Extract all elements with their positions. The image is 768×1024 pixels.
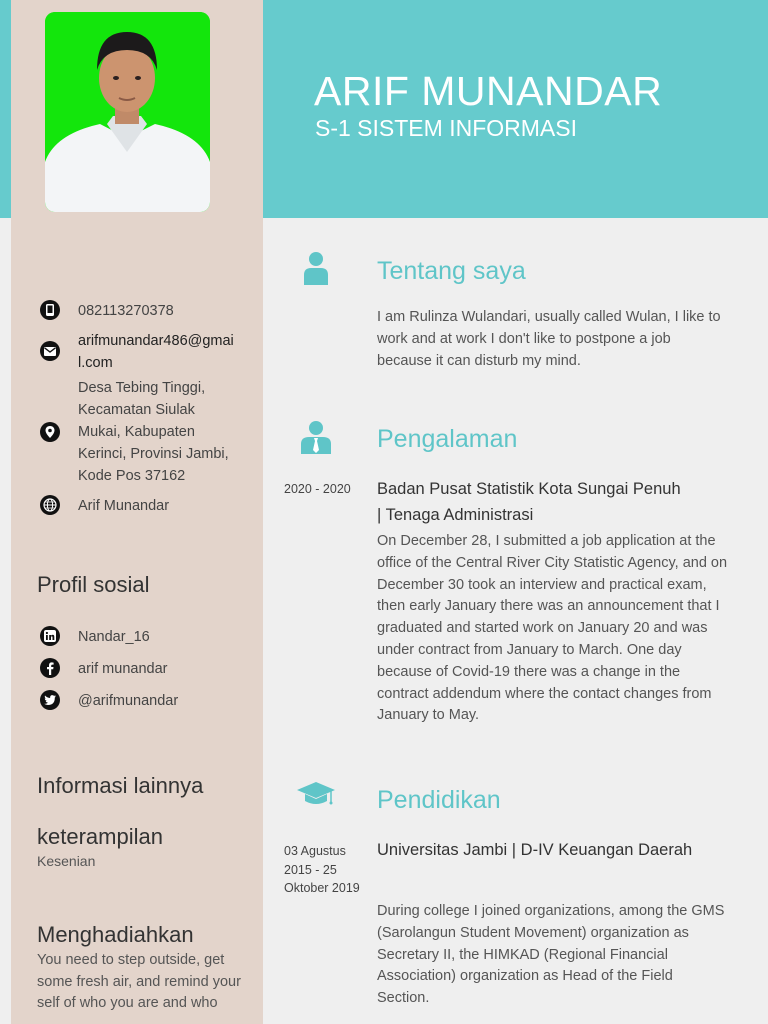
mail-icon [40, 341, 60, 361]
contact-website[interactable] [40, 495, 169, 517]
candidate-name: ARIF MUNANDAR [314, 68, 663, 114]
skills-heading: keterampilan [37, 824, 163, 849]
education-title: Pendidikan [377, 786, 501, 814]
email-line-1: arifmunandar486@gmai [78, 333, 234, 349]
social-facebook[interactable] [40, 658, 167, 680]
social-twitter[interactable] [40, 690, 178, 712]
education-description: During college I joined organizations, among the GMS (Sarolangun Student Movement) organization as Secretary II, the HIMKAD (Regional Financial Association) organization as Head of the Field Section. [377, 903, 725, 1007]
linkedin-icon [40, 626, 60, 646]
about-text: I am Rulinza Wulandari, usually called Wulan, I like to work and at work I don't like to postpone a job because it can disturb my mind. [377, 309, 721, 369]
candidate-degree: S-1 SISTEM INFORMASI [315, 115, 577, 141]
email-line-2: l.com [78, 355, 113, 371]
hobby-heading: Menghadiahkan [37, 922, 194, 947]
address-line: Kecamatan Siulak [78, 402, 195, 418]
experience-description: On December 28, I submitted a job application at the office of the Central River City Statistic Agency, and on December 30 took an interview and practical exam, then early January there was an announcement that I graduated and started work on January 20 and was under contract from January to March. One day because of Covid-19 there was a change in the contract addendum where the contact changes from January to May. [377, 533, 728, 724]
graduation-cap-icon [297, 782, 335, 811]
experience-date: 2020 - 2020 [284, 482, 351, 496]
hobby-text: You need to step outside, get some fresh air, and remind your self of who you are and who [37, 952, 241, 1011]
phone-text: 082113270378 [78, 303, 174, 319]
social-linkedin[interactable] [40, 626, 150, 648]
businessman-icon [301, 420, 331, 459]
website-text: Arif Munandar [78, 498, 170, 514]
skills-value: Kesenian [37, 853, 96, 869]
about-title: Tentang saya [377, 257, 526, 285]
facebook-text: arif munandar [78, 661, 168, 677]
twitter-icon [40, 690, 60, 710]
contact-phone [40, 300, 174, 322]
location-pin-icon [40, 422, 60, 442]
globe-icon [40, 495, 60, 515]
facebook-icon [40, 658, 60, 678]
address-line: Desa Tebing Tinggi, [78, 380, 206, 396]
experience-job-title: Badan Pusat Statistik Kota Sungai Penuh | Tenaga Administrasi [377, 480, 681, 524]
profile-photo [45, 12, 210, 212]
phone-icon [40, 300, 60, 320]
other-info-heading: Informasi lainnya [37, 773, 204, 798]
education-school: Universitas Jambi | D-IV Keuangan Daerah [377, 841, 693, 859]
person-icon [304, 251, 328, 290]
address-line: Kode Pos 37162 [78, 468, 186, 484]
linkedin-text: Nandar_16 [78, 629, 150, 645]
contact-email[interactable] [40, 330, 234, 374]
education-date: 03 Agustus 2015 - 25 Oktober 2019 [284, 844, 360, 895]
social-heading: Profil sosial [37, 572, 150, 597]
address-line: Mukai, Kabupaten [78, 424, 195, 440]
experience-title: Pengalaman [377, 425, 518, 453]
twitter-text: @arifmunandar [78, 693, 179, 709]
address-line: Kerinci, Provinsi Jambi, [78, 446, 229, 462]
contact-address [40, 377, 229, 487]
